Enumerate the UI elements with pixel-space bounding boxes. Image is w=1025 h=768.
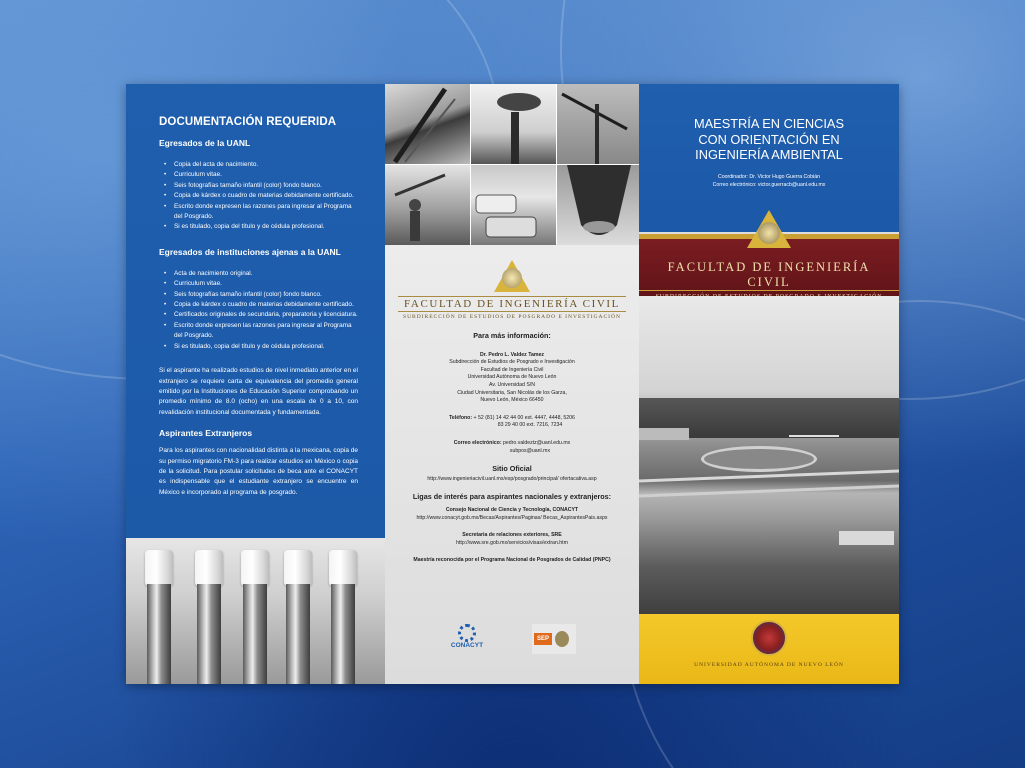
links-heading: Ligas de interés para aspirantes nacionales y extranjeros: [412,492,612,502]
phone-number-2: 83 29 40 00 ext. 7216, 7234 [497,422,563,429]
list-item: • Copia del acta de nacimiento. [159,160,358,170]
list-item: • Seis fotografías tamaño infantil (color) fondo blanco. [159,290,358,300]
construction-photo [385,165,470,245]
more-info-heading: Para más información: [473,331,551,340]
address-line: Universidad Autónoma de Nuevo León [467,374,557,381]
list-item: • Copia de kárdex o cuadro de materias debidamente certificado. [159,300,358,310]
list-item: • Si es titulado, copia del título y de cédula profesional. [159,342,358,352]
address-line: Subdirección de Estudios de Posgrado e Investigación [449,359,575,366]
faculty-logo [385,260,639,320]
vial-image [238,550,272,684]
program-title-line: INGENIERÍA AMBIENTAL [695,147,843,163]
contact-name: Dr. Pedro L. Valdez Tamez [480,351,544,358]
sre-title: Secretaria de relaciones exteriores, SRE [462,532,562,539]
vial-image [192,550,226,684]
list-item: • Si es titulado, copia del título y de cédula profesional. [159,222,358,232]
vial-image [326,550,360,684]
coordinator-name: Coordinador: Dr. Victor Hugo Guerra Cobián [718,173,820,180]
faculty-crest-icon [494,260,530,292]
photo-collage [385,84,639,244]
list-item: • Certificados originales de secundaria, preparatoria y licenciatura. [159,310,358,320]
smokestack-photo [471,84,556,164]
list-item: • Curriculum vitae. [159,170,358,180]
address-line: Ciudad Universitaria, San Nicolás de los Garza, [457,389,567,396]
list-item: • Copia de kárdex o cuadro de materias debidamente certificado. [159,191,358,201]
conacyt-link-block [385,507,639,522]
sre-link-block [385,532,639,547]
list-item: • Escrito donde expresen las razones para ingresar al Programa del Posgrado. [159,202,358,223]
crane-photo [557,84,641,164]
address-line: Av. Universidad S/N [489,381,535,388]
center-panel [385,84,639,684]
faculty-subtitle: SUBDIRECCIÓN DE ESTUDIOS DE POSGRADO E INVESTIGACIÓN [403,314,621,320]
sre-link[interactable]: http://www.sre.gob.mx/servicios/visas/extran.htm [456,539,568,546]
official-site-heading: Sitio Oficial [492,464,532,474]
requirements-heading: DOCUMENTACIÓN REQUERIDA [159,116,337,128]
vial-image [142,550,176,684]
official-site-link[interactable]: http://www.ingenieriacivil.uanl.mx/esp/posgrado/principal/ ofertacativa.asp [427,475,597,482]
faculty-crest-icon [747,210,791,250]
university-footer [639,614,899,684]
conacyt-logo [448,624,486,654]
plant-structures-image [639,296,899,614]
email-label: Correo electrónico: [453,439,502,446]
conacyt-title: Consejo Nacional de Ciencia y Tecnología, CONACYT [445,506,579,513]
program-title-line: MAESTRÍA EN CIENCIAS [693,116,845,131]
address-line: Nuevo León, México 66450 [480,397,544,404]
vial-image [281,550,315,684]
list-item: • Acta de nacimiento original. [159,269,358,279]
list-item: • Escrito donde expresen las razones para ingresar al Programa del Posgrado. [159,321,358,342]
right-panel [639,84,899,684]
uanl-requirements-list [159,160,358,233]
email-block [385,440,639,455]
pnpc-note: Maestría reconocida por el Programa Nacional de Posgrados de Calidad (PNPC) [413,557,611,564]
sep-logo [532,624,576,654]
uanl-seal-icon [751,620,787,656]
email-address-2[interactable]: subpos@uanl.mx [509,447,551,454]
coordinator-info [639,173,899,189]
list-item: • Curriculum vitae. [159,279,358,289]
conacyt-logo-text: CONACYT [450,642,484,649]
foreign-applicants-title: Aspirantes Extranjeros [159,428,253,439]
treatment-plant-photo [639,296,899,614]
faculty-name: FACULTAD DE INGENIERÍA CIVIL [398,296,626,312]
sep-seal-icon [555,631,569,647]
contact-info [385,332,639,565]
other-requirements-list [159,269,358,352]
banner-faculty-name: FACULTAD DE INGENIERÍA CIVIL [639,260,899,291]
traffic-photo [471,165,556,245]
uanl-graduates-title: Egresados de la UANL [159,138,251,148]
other-graduates-title: Egresados de instituciones ajenas a la UANL [159,246,341,257]
program-title-line: CON ORIENTACIÓN EN [698,131,840,147]
sponsor-logos [385,624,639,654]
vials-photo [126,538,385,684]
foreign-studies-note: Si el aspirante ha realizado estudios de nivel inmediato anterior en el extranjero se requiere carta de equivalencia del promedio general emitido por la Instituciones de Educación Superior comprobando un promedio mínimo de 8.0 (ocho) en una escala de 0 a 10, con revalidación institucional documentada y fundamentada. [159,367,358,416]
left-panel [126,84,385,684]
sep-logo-text: SEP [534,633,552,645]
university-name: UNIVERSIDAD AUTÓNOMA DE NUEVO LEÓN [694,662,844,668]
phone-label: Teléfono: [449,414,473,421]
phone-block [385,415,639,430]
bridge-photo [385,84,470,164]
program-title [639,116,899,163]
conacyt-icon [458,624,476,642]
address-line: Facultad de Ingeniería Civil [480,366,544,373]
coordinator-email: Correo electrónico: victor.guerracb@uanl.edu.mx [712,181,826,188]
requirements-text [126,84,385,498]
brochure [126,84,899,684]
list-item: • Seis fotografías tamaño infantil (color) fondo blanco. [159,181,358,191]
foreign-applicants-text: Para los aspirantes con nacionalidad distinta a la mexicana, copia de su permiso migratorio FM-3 para realizar estudios en México o copia de la solicitud. Para postular solicitudes de beca ante el CONACYT es indispensable que el estudiante extranjero se encuentre en México e incorporado al programa de posgrado. [159,447,358,496]
pipe-photo [557,165,641,245]
email-address[interactable]: pedro.valdeztz@uanl.edu.mx [503,439,571,446]
address-block [385,352,639,405]
conacyt-link[interactable]: http://www.conacyt.gob.mx/Becas/Aspirantes/Paginas/ Becas_AspirantesPais.aspx [416,514,608,521]
phone-number: + 52 (81) 14 42 44 00 ext. 4447, 4448, 5206 [473,414,575,421]
